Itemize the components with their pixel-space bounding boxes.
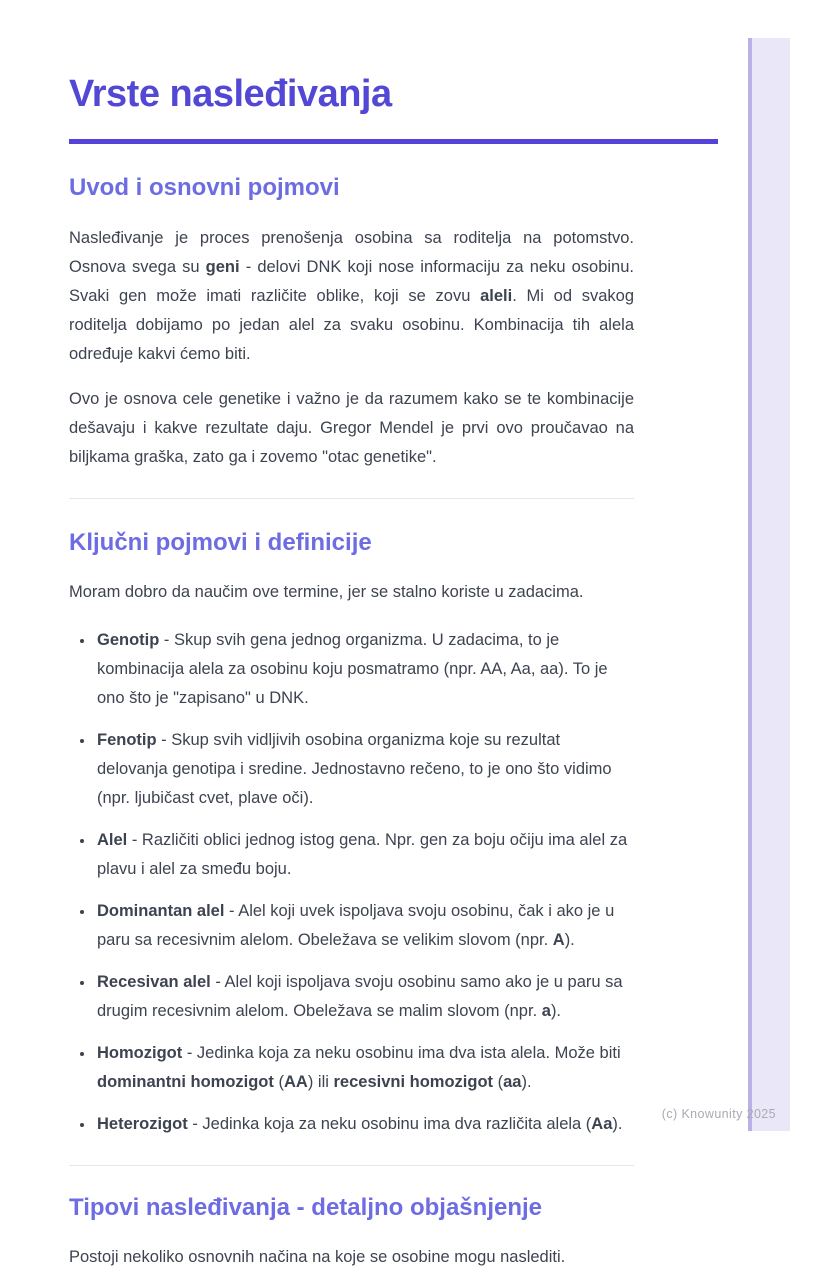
definition-item [95, 968, 634, 1026]
document-content [69, 0, 718, 1272]
definition-text: Recesivan alel - Alel koji ispoljava svoju osobinu samo ako je u paru sa drugim recesivnim alelom. Obeležava se malim slovom (npr. a). [97, 973, 623, 1020]
paragraph-mendel: Ovo je osnova cele genetike i važno je da razumem kako se te kombinacije dešavaju i kakve rezultate daju. Gregor Mendel je prvi ovo proučavao na biljkama graška, zato ga i zovemo "otac genetike". [69, 390, 634, 466]
definition-text: Heterozigot - Jedinka koja za neku osobinu ima dva različita alela (Aa). [97, 1115, 623, 1133]
definition-item [95, 1039, 634, 1097]
types-intro: Postoji nekoliko osnovnih načina na koje se osobine mogu naslediti. [69, 1248, 566, 1266]
definition-text: Homozigot - Jedinka koja za neku osobinu ima dva ista alela. Može biti dominantni homozigot (AA) ili recesivni homozigot (aa). [97, 1044, 621, 1091]
copyright-watermark: (c) Knowunity 2025 [661, 1107, 776, 1121]
definition-item [95, 897, 634, 955]
definition-text: Fenotip - Skup svih vidljivih osobina organizma koje su rezultat delovanja genotipa i sredine. Jednostavno rečeno, to je ono što vidimo (npr. ljubičast cvet, plave oči). [97, 731, 612, 807]
definitions-intro: Moram dobro da naučim ove termine, jer se stalno koriste u zadacima. [69, 583, 584, 601]
definition-text: Alel - Različiti oblici jednog istog gena. Npr. gen za boju očiju ima alel za plavu i alel za smeđu boju. [97, 831, 628, 878]
section-heading-uvod: Uvod i osnovni pojmovi [69, 174, 340, 201]
definition-item [95, 626, 634, 713]
definition-item [95, 826, 634, 884]
section-heading-tipovi: Tipovi nasleđivanja - detaljno objašnjenje [69, 1194, 543, 1221]
definition-item [95, 726, 634, 813]
section-tipovi [69, 1193, 634, 1272]
definition-text: Dominantan alel - Alel koji uvek ispoljava svoju osobinu, čak i ako je u paru sa recesivnim alelom. Obeležava se velikim slovom (npr. A). [97, 902, 615, 949]
title-underline [69, 139, 718, 144]
section-divider [69, 1165, 634, 1166]
definition-text: Genotip - Skup svih gena jednog organizma. U zadacima, to je kombinacija alela za osobinu koju posmatramo (npr. AA, Aa, aa). To je ono što je "zapisano" u DNK. [97, 631, 608, 707]
page-title: Vrste nasleđivanja [69, 73, 392, 115]
section-uvod [69, 173, 634, 472]
definition-item [95, 1110, 634, 1139]
section-heading-definicije: Ključni pojmovi i definicije [69, 529, 372, 556]
section-divider [69, 498, 634, 499]
page-edge-stripe [748, 38, 790, 1131]
definitions-list [69, 626, 634, 1139]
paragraph-nasledjivanje: Nasleđivanje je proces prenošenja osobina sa roditelja na potomstvo. Osnova svega su geni - delovi DNK koji nose informaciju za neku osobinu. Svaki gen može imati različite oblike, koji se zovu aleli. Mi od svakog roditelja dobijamo po jedan alel za svaku osobinu. Kombinacija tih alela određuje kakvi ćemo biti. [69, 229, 634, 363]
section-definicije [69, 528, 634, 1139]
